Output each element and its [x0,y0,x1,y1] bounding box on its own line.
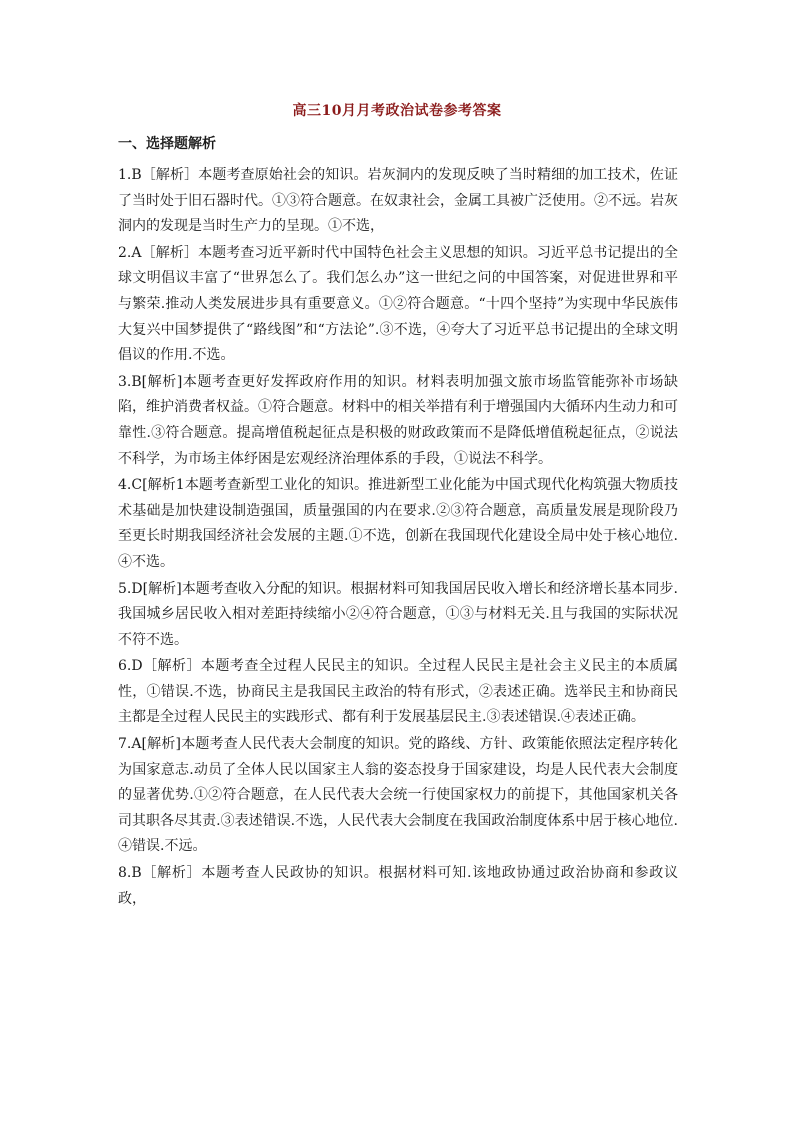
answer-item-8: 8.B［解析］本题考查人民政协的知识。根据材料可知.该地政协通过政治协商和参政议政， [118,865,678,907]
answer-item-6: 6.D［解析］本题考查全过程人民民主的知识。全过程人民民主是社会主义民主的本质属性，①错误.不选，协商民主是我国民主政治的特有形式，②表述正确。选举民主和协商民主都是全过程人民民主的实践形式、都有利于发展基层民主.③表述错误.④表述正确。 [118,658,678,726]
answer-item-7: 7.A[解析]本题考查人民代表大会制度的知识。党的路线、方针、政策能依照法定程序转化为国家意志.动员了全体人民以国家主人翁的姿态投身于国家建设，均是人民代表大会制度的显著优势.①②符合题意，在人民代表大会统一行使国家权力的前提下，其他国家机关各司其职各尽其责.③表述错误.不选，人民代表大会制度在我国政治制度体系中居于核心地位.④错误.不远。 [118,736,678,855]
answer-item-2: 2.A［解析］本题考查习近平新时代中国特色社会主义思想的知识。习近平总书记提出的全球文明倡议丰富了“世界怎么了。我们怎么办”这一世纪之问的中国答案，对促进世界和平与繁荣.推动人类发展进步具有重要意义。①②符合题意。“十四个坚持”为实现中华民族伟大复兴中国梦提供了“路线图”和“方法论”.③不选，④夸大了习近平总书记提出的全球文明倡议的作用.不选。 [118,244,678,364]
answer-list [118,163,678,913]
answer-item-3: 3.B[解析]本题考查更好发挥政府作用的知识。材料表明加强文旅市场监管能弥补市场缺陷，维护消费者权益。①符合题意。材料中的相关举措有利于增强国内大循环内生动力和可靠性.③符合题意。提高增值税起征点是积极的财政政策而不是降低增值税起征点，②说法不科学，为市场主体纾困是宏观经济治理体系的手段，①说法不科学。 [118,373,678,467]
answer-item-1: 1.B［解析］本题考查原始社会的知识。岩灰洞内的发现反映了当时精细的加工技术，佐证了当时处于旧石器时代。①③符合题意。在奴隶社会，金属工具被广泛使用。②不远。岩灰洞内的发现是当时生产力的呈现。①不选， [118,167,678,235]
answer-item-4: 4.C[解析1本题考查新型工业化的知识。推进新型工业化能为中国式现代化构筑强大物质技术基础是加快建设制造强国，质量强国的内在要求.②③符合题意，高质量发展是现阶段乃至更长时期我国经济社会发展的主题.①不选，创新在我国现代化建设全局中处于核心地位.④不选。 [118,477,678,570]
answer-item-5: 5.D[解析]本题考查收入分配的知识。根据材料可知我国居民收入增长和经济增长基本同步.我国城乡居民收入相对差距持续缩小②④符合题意，①③与材料无关.且与我国的实际状况不符不选。 [118,580,678,648]
document-title: 高三10月月考政治试卷参考答案 [292,103,502,119]
section-heading: 一、选择题解析 [118,136,216,152]
